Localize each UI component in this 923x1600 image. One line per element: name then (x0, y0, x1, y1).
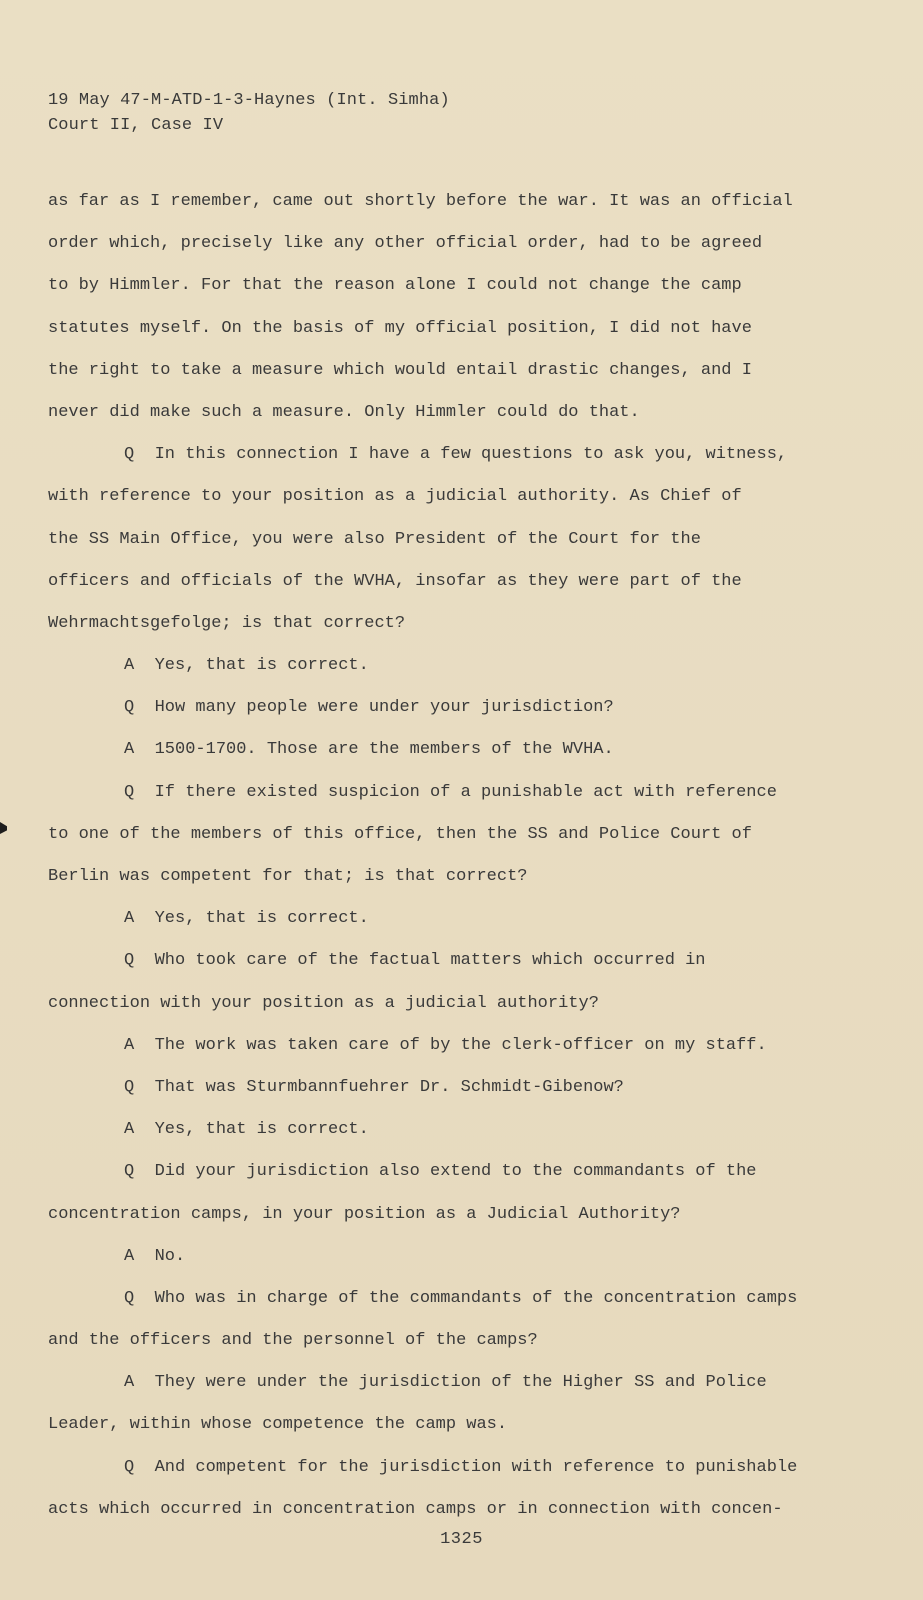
text-line: never did make such a measure. Only Himmler could do that. (48, 402, 640, 422)
text-line: Berlin was competent for that; is that correct? (48, 867, 528, 886)
text-line: Leader, within whose competence the camp was. (48, 1415, 508, 1435)
header-line-1: 19 May 47-M-ATD-1-3-Haynes (Int. Simha) (48, 91, 450, 110)
text-line: the SS Main Office, you were also President of the Court for the (48, 529, 701, 549)
question-line: Q If there existed suspicion of a punishable act with reference (124, 782, 777, 802)
answer-line: A The work was taken care of by the clerk-officer on my staff. (124, 1035, 767, 1055)
answer-line: A No. (124, 1246, 186, 1266)
text-line: the right to take a measure which would entail drastic changes, and I (48, 360, 752, 380)
text-line: statutes myself. On the basis of my official position, I did not have (48, 318, 752, 338)
answer-line: A Yes, that is correct. (124, 1120, 369, 1140)
question-line: Q How many people were under your jurisdiction? (124, 698, 614, 718)
question-line: Q Did your jurisdiction also extend to the commandants of the (124, 1162, 757, 1182)
text-line: to one of the members of this office, then the SS and Police Court of (48, 824, 752, 844)
text-line: as far as I remember, came out shortly before the war. It was an official (48, 192, 793, 211)
question-line: Q That was Sturmbannfuehrer Dr. Schmidt-Gibenow? (124, 1077, 624, 1097)
question-line: Q In this connection I have a few questions to ask you, witness, (124, 445, 788, 465)
page-number: 1325 (440, 1530, 483, 1549)
text-line: order which, precisely like any other official order, had to be agreed (48, 234, 763, 254)
transcript-body (48, 188, 868, 1538)
answer-line: A They were under the jurisdiction of the Higher SS and Police (124, 1373, 767, 1393)
text-line: concentration camps, in your position as a Judicial Authority? (48, 1204, 681, 1224)
text-line: with reference to your position as a judicial authority. As Chief of (48, 487, 742, 507)
answer-line: A Yes, that is correct. (124, 656, 369, 676)
question-line: Q Who took care of the factual matters which occurred in (124, 951, 706, 971)
question-line: Q And competent for the jurisdiction with reference to punishable (124, 1457, 798, 1477)
text-line: to by Himmler. For that the reason alone I could not change the camp (48, 276, 742, 296)
margin-mark (0, 822, 7, 834)
answer-line: A Yes, that is correct. (124, 909, 369, 929)
text-line: officers and officials of the WVHA, insofar as they were part of the (48, 571, 742, 591)
text-line: Wehrmachtsgefolge; is that correct? (48, 613, 406, 633)
text-line: acts which occurred in concentration camps or in connection with concen- (48, 1499, 783, 1519)
text-line: and the officers and the personnel of the camps? (48, 1331, 538, 1351)
question-line: Q Who was in charge of the commandants of the concentration camps (124, 1288, 798, 1308)
header-line-2: Court II, Case IV (48, 116, 224, 135)
answer-line: A 1500-1700. Those are the members of the WVHA. (124, 740, 614, 760)
text-line: connection with your position as a judicial authority? (48, 993, 599, 1013)
document-header (48, 88, 450, 138)
